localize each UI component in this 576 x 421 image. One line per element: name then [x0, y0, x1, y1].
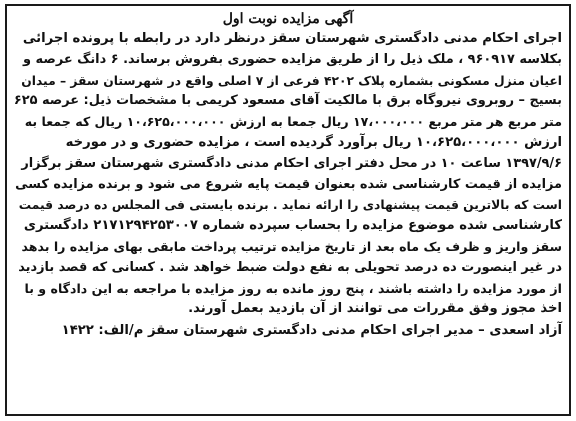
notice-line: سقز واریز و ظرف یک ماه بعد از تاریخ مزایده ترتیب پرداخت مابقی بهای مزایده را بدهد — [21, 238, 562, 254]
notice-line: مزایده از قیمت کارشناسی شده بعنوان قیمت پایه شروع می شود و برنده مزایده کسی — [15, 176, 562, 192]
notice-line: بسیج – روبروی نیروگاه برق با مالکیت آقای مسعود کریمی با مشخصات ذیل: عرصه ۶۲۵ — [14, 93, 562, 109]
notice-signature: آزاد اسعدی – مدیر اجرای احکام مدنی دادگستری شهرستان سقز م/الف: ۱۴۲۲ — [61, 323, 562, 339]
notice-line: اعیان منزل مسکونی بشماره پلاک ۴۲۰۲ فرعی از ۷ اصلی واقع در شهرستان سقز – میدان — [21, 73, 562, 88]
notice-line: ارزش ۱۰،۶۲۵،۰۰۰،۰۰۰ ریال برآورد گردیده است ، مزایده حضوری و در مورخه — [65, 134, 562, 150]
notice-line: در غیر اینصورت ده درصد تحویلی به نفع دولت ضبط خواهد شد . کسانی که قصد بازدید — [18, 259, 562, 275]
notice-line: اخذ مجوز وفق مقررات می توانند از آن بازدید بعمل آورند. — [188, 301, 562, 317]
notice-line: کارشناسی شده موضوع مزایده را بحساب سپرده شماره ۲۱۷۱۲۹۴۲۵۳۰۰۷ دادگستری — [23, 218, 562, 234]
notice-line: از مورد مزایده را داشته باشند ، پنج روز مانده به روز مزایده با مراجعه به این دادگاه و با — [24, 280, 562, 296]
notice-line: اجرای احکام مدنی دادگستری شهرستان سقز درنظر دارد در رابطه با پرونده اجرائی — [22, 31, 562, 46]
notice-title: آگهی مزایده نوبت اول — [222, 11, 354, 27]
notice-box — [5, 4, 571, 416]
notice-line: است که بالاترین قیمت پیشنهادی را ارائه نماید . برنده بایستی فی المجلس ده درصد قیمت — [18, 198, 562, 213]
notice-line: متر مربع هر متر مربع ۱۷،۰۰۰،۰۰۰ ریال جمعا به ارزش ۱۰،۶۲۵،۰۰۰،۰۰۰ ریال که جمعا به — [24, 114, 562, 130]
notice-line: ۱۳۹۷/۹/۶ ساعت ۱۰ در محل دفتر اجرای احکام مدنی دادگستری شهرستان سقز برگزار — [21, 155, 562, 171]
notice-line: بکلاسه ۹۶۰۹۱۷ ، ملک ذیل را از طریق مزایده حضوری بفروش برساند. ۶ دانگ عرصه و — [23, 51, 562, 67]
notice-body — [7, 29, 569, 320]
